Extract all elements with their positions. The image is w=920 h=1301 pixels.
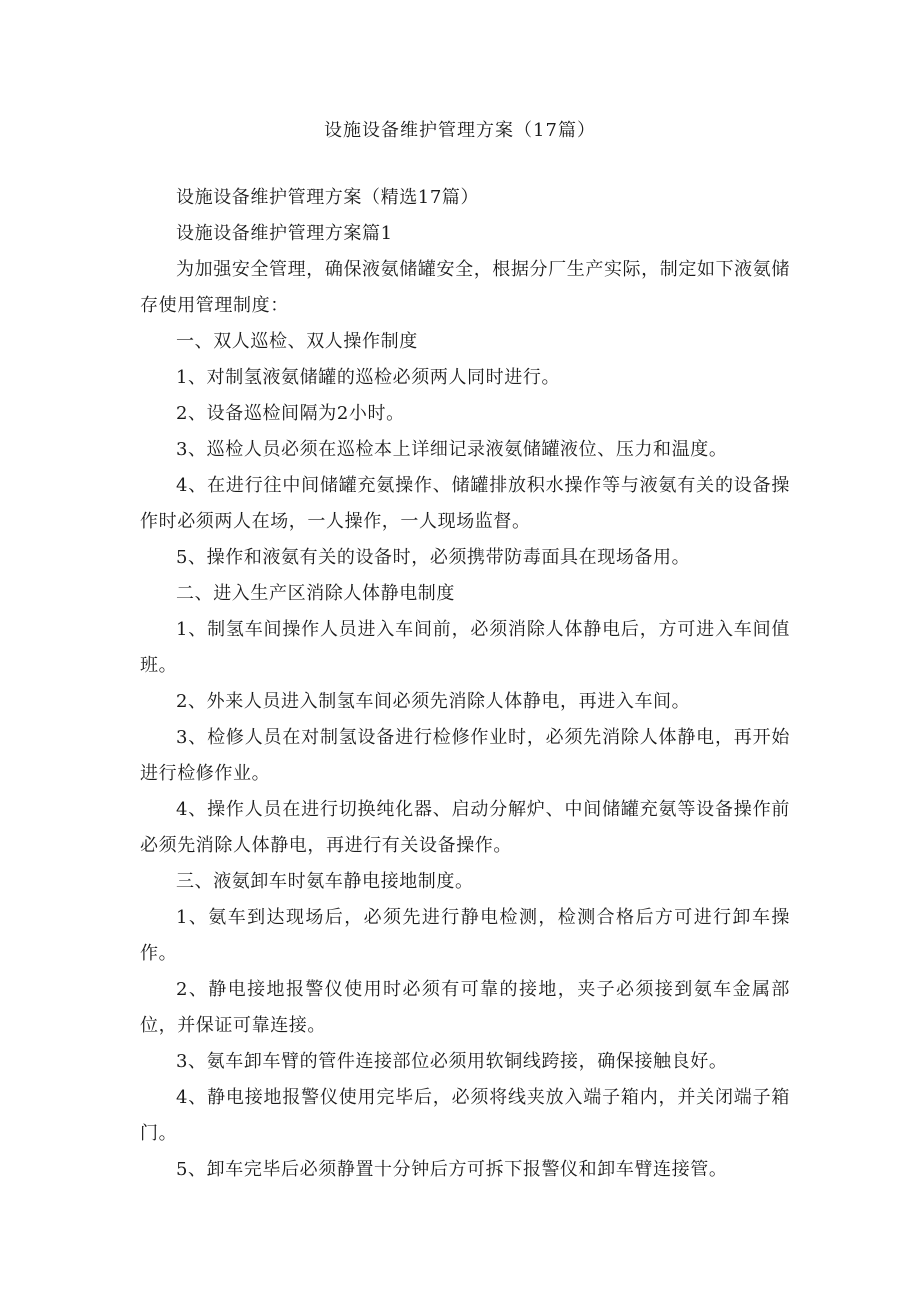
paragraph: 1、氨车到达现场后，必须先进行静电检测，检测合格后方可进行卸车操作。 <box>140 907 790 964</box>
paragraph: 5、卸车完毕后必须静置十分钟后方可拆下报警仪和卸车臂连接管。 <box>176 1159 728 1180</box>
paragraph: 3、检修人员在对制氢设备进行检修作业时，必须先消除人体静电，再开始进行检修作业。 <box>140 727 790 784</box>
paragraph: 4、静电接地报警仪使用完毕后，必须将线夹放入端子箱内，并关闭端子箱门。 <box>140 1087 790 1144</box>
paragraph: 4、在进行往中间储罐充氨操作、储罐排放积水操作等与液氨有关的设备操作时必须两人在场，一人操作，一人现场监督。 <box>140 475 790 532</box>
paragraph: 3、氨车卸车臂的管件连接部位必须用软铜线跨接，确保接触良好。 <box>176 1051 728 1072</box>
paragraph: 2、设备巡检间隔为2小时。 <box>176 403 405 424</box>
section-heading: 三、液氨卸车时氨车静电接地制度。 <box>176 871 474 892</box>
paragraph: 1、制氢车间操作人员进入车间前，必须消除人体静电后，方可进入车间值班。 <box>140 619 790 676</box>
paragraph: 4、操作人员在进行切换纯化器、启动分解炉、中间储罐充氨等设备操作前必须先消除人体静电，再进行有关设备操作。 <box>140 799 790 856</box>
section-heading: 二、进入生产区消除人体静电制度 <box>176 583 455 604</box>
paragraph: 3、巡检人员必须在巡检本上详细记录液氨储罐液位、压力和温度。 <box>176 439 728 460</box>
paragraph: 2、外来人员进入制氢车间必须先消除人体静电，再进入车间。 <box>176 691 691 712</box>
document-body <box>140 180 790 1188</box>
paragraph: 1、对制氢液氨储罐的巡检必须两人同时进行。 <box>176 367 561 388</box>
paragraph: 2、静电接地报警仪使用时必须有可靠的接地，夹子必须接到氨车金属部位，并保证可靠连接。 <box>140 979 790 1036</box>
paragraph: 5、操作和液氨有关的设备时，必须携带防毒面具在现场备用。 <box>176 547 691 568</box>
paragraph: 设施设备维护管理方案篇1 <box>176 223 393 244</box>
section-heading: 一、双人巡检、双人操作制度 <box>176 331 418 352</box>
paragraph: 设施设备维护管理方案（精选17篇） <box>176 187 480 208</box>
paragraph: 为加强安全管理，确保液氨储罐安全，根据分厂生产实际，制定如下液氨储存使用管理制度： <box>140 259 790 316</box>
document-title: 设施设备维护管理方案（17篇） <box>324 120 596 141</box>
